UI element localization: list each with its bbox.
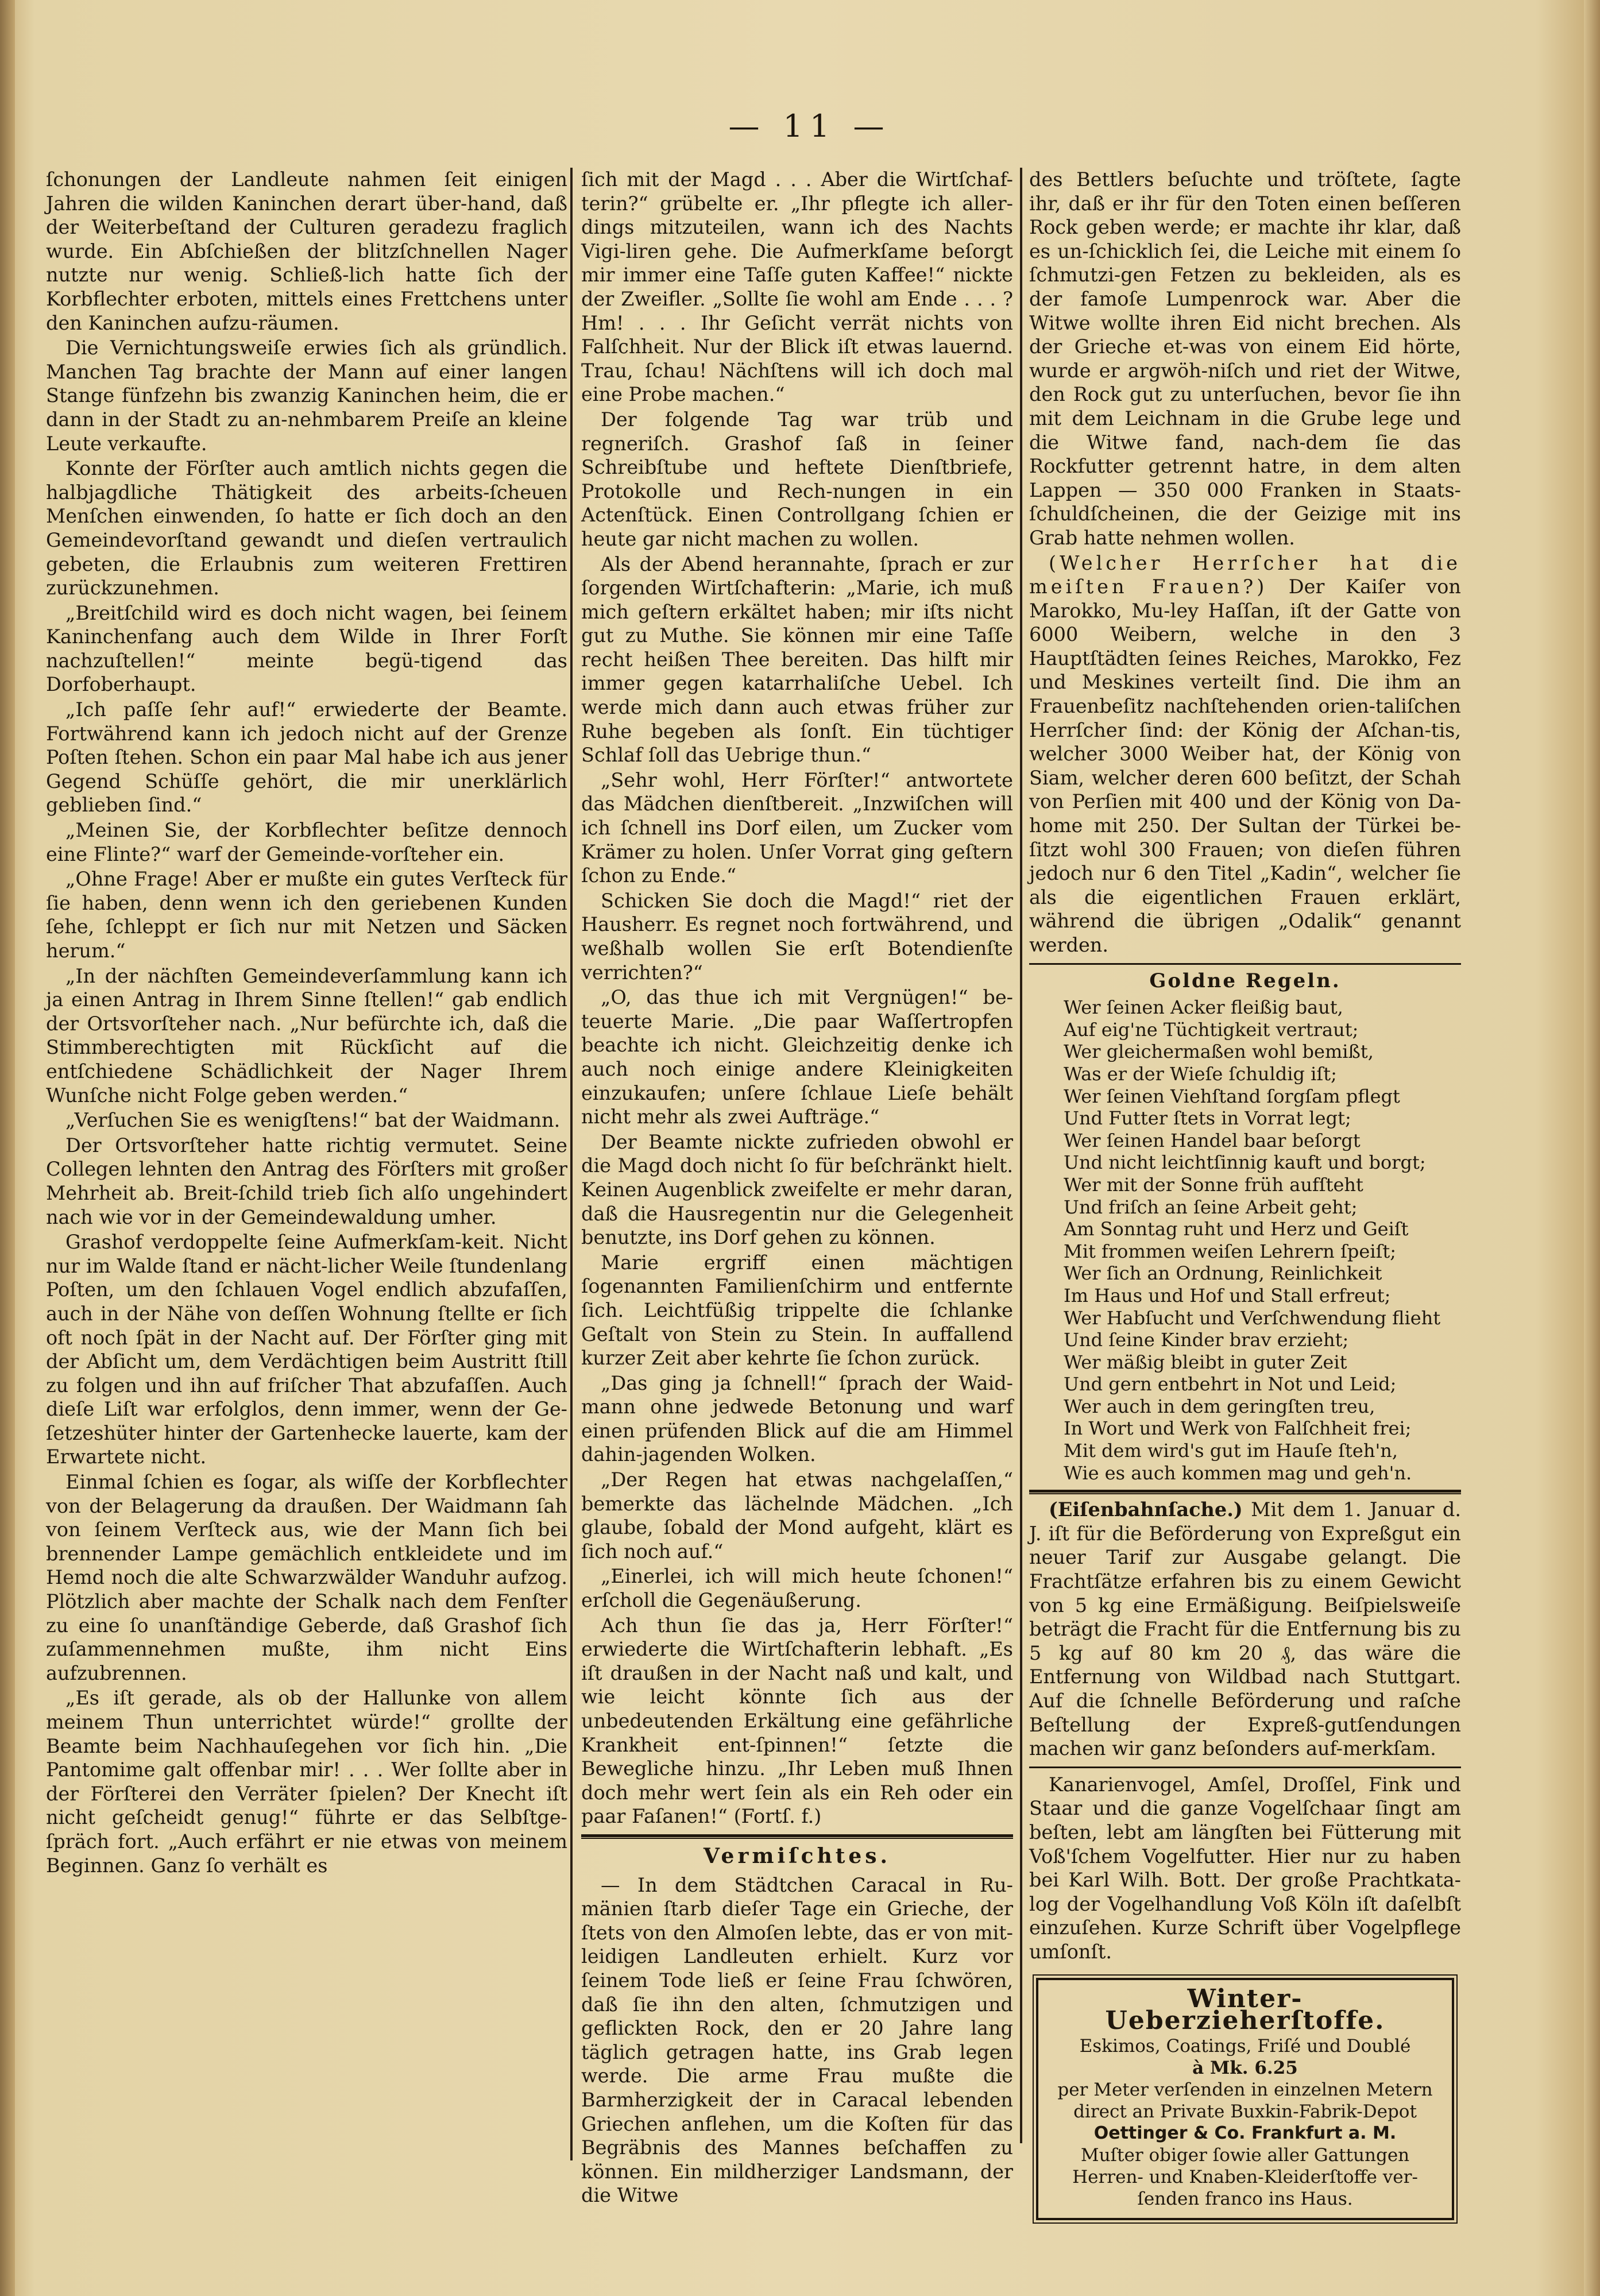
ad-price: à Mk. 6.25: [1192, 2057, 1298, 2078]
paragraph: „Ich paſſe ſehr auf!“ erwiederte der Beamte. Fortwährend kann ich jedoch nicht auf der Grenze Poſten ſtehen. Schon ein paar Mal habe ich aus jener Gegend Schüſſe gehört, die mir unerklärlich geblieben ſind.“: [46, 698, 567, 817]
paragraph: — In dem Städtchen Caracal in Ru-mänien ſtarb dieſer Tage ein Grieche, der ſtets von den Almoſen lebte, das er von mit-leidigen Landleuten erhielt. Kurz vor ſeinem Tode ließ er ſeine Frau ſchwören, daß ſie ihn den alten, ſchmutzigen und geflickten Rock, den er 20 Jahre lang täglich getragen hatte, ins Grab legen werde. Die arme Frau mußte die Barmherzigkeit der in Caracal lebenden Griechen anflehen, um die Koſten für das Begräbnis des Mannes beſchaffen zu können. Ein mildherziger Landsmann, der die Witwe: [581, 1873, 1013, 2207]
item-heading: (Eiſenbahnſache.): [1049, 1498, 1243, 1521]
item-text: Der Kaiſer von Marokko, Mu-ley Haſſan, iſt der Gatte von 6000 Weibern, welche in den 3 Hauptſtädten ſeines Reiches, Marokko, Fez und Meskines verteilt ſind. Die ihm an Frauenbeſitz nachſtehenden orien-taliſchen Herrſcher ſind: der König der Aſchan-tis, welcher 3000 Weiber hat, der König von Siam, welcher deren 600 beſitzt, der Schah von Perſien mit 400 und der König von Da-home mit 250. Der Sultan der Türkei be-ſitzt wohl 300 Frauen; von dieſen führen jedoch nur 6 den Titel „Kadin“, welcher ſie als die eigentlichen Frauen erklärt, während die übrigen „Odalik“ genannt werden.: [1029, 575, 1461, 956]
poem-line: Wer auch in dem geringſten treu,: [1064, 1395, 1375, 1417]
column-rule-2: [1020, 168, 1022, 2143]
poem-title: Goldne Regeln.: [1149, 969, 1341, 992]
paragraph: „O, das thue ich mit Vergnügen!“ be-teuerte Marie. „Die paar Waſſertropfen beachte ich nicht. Gleichzeitig denke ich auch noch einige andere Kleinigkeiten einzukaufen; unſere ſchlaue Lieſe behält nicht mehr als zwei Aufträge.“: [581, 986, 1013, 1128]
poem-line: Auf eig'ne Tüchtigkeit vertraut;: [1064, 1018, 1359, 1041]
section-divider: [581, 1834, 1013, 1839]
poem-line: Wer ſeinen Handel baar beſorgt: [1064, 1129, 1361, 1151]
paragraph: Der Beamte nickte zufrieden obwohl er die Magd doch nicht ſo für beſchränkt hielt. Keinen Augenblick zweifelte er mehr daran, daß die Hausregentin nur die Gelegenheit benutzte, ins Dorf gehen zu können.: [581, 1130, 1013, 1249]
poem-line: Mit dem wird's gut im Hauſe ſteh'n,: [1064, 1440, 1398, 1462]
poem-line: Im Haus und Hof und Stall erfreut;: [1064, 1284, 1391, 1307]
ad-firm: Oettinger & Co. Frankfurt a. M.: [1093, 2123, 1397, 2143]
page-outer-edge: [1584, 0, 1600, 2296]
paragraph: Einmal ſchien es ſogar, als wiſſe der Korbflechter von der Belagerung da draußen. Der Waidmann ſah von ſeinem Verſteck aus, wie der Mann ſich bei brennender Lampe gemächlich entkleidete und im Hemd noch die alte Schwarzwälder Wanduhr aufzog. Plötzlich aber machte der Schalk nach dem Fenſter zu eine ſo unanſtändige Geberde, daß Grashof ſich zuſammennehmen mußte, ihm nicht Eins aufzubrennen.: [46, 1471, 567, 1684]
paragraph: Ach thun ſie das ja, Herr Förſter!“ erwiederte die Wirtſchafterin lebhaft. „Es iſt draußen in der Nacht naß und kalt, und wie leicht könnte ſich aus der unbedeutenden Erkältung eine gefährliche Krankheit ent-ſpinnen!“ ſetzte die Bewegliche hinzu. „Ihr Leben muß Ihnen doch mehr wert ſein als ein Reh oder ein paar Faſanen!“ (Fortſ. f.): [581, 1614, 1013, 1828]
poem-line: Wer Habſucht und Verſchwendung flieht: [1064, 1307, 1441, 1329]
column-rule-1: [570, 168, 573, 2160]
poem-line: Wer mit der Sonne früh aufſteht: [1064, 1173, 1363, 1196]
paragraph: ſchonungen der Landleute nahmen ſeit einigen Jahren die wilden Kaninchen derart über-hand, daß der Weiterbeſtand der Culturen geradezu fraglich wurde. Ein Abſchießen der blitzſchnellen Nager nutzte nur wenig. Schließ-lich hatte ſich der Korbflechter erboten, mittels eines Frettchens unter den Kaninchen aufzu-räumen.: [46, 168, 567, 334]
paragraph: Die Vernichtungsweiſe erwies ſich als gründlich. Manchen Tag brachte der Mann auf einer langen Stange fünfzehn bis zwanzig Kaninchen heim, die er dann in der Stadt zu an-nehmbarem Preiſe an kleine Leute verkaufte.: [46, 337, 567, 455]
paragraph: „Verſuchen Sie es wenigſtens!“ bat der Waidmann.: [65, 1109, 561, 1132]
section-heading-vermischtes: Vermiſchtes.: [703, 1843, 891, 1868]
paragraph: „Der Regen hat etwas nachgelaſſen,“ bemerkte das lächelnde Mädchen. „Ich glaube, ſobald der Mond aufgeht, klärt es ſich noch auf.“: [581, 1468, 1013, 1563]
ad-line: Herren- und Knaben-Kleiderſtoffe ver-: [1072, 2166, 1418, 2187]
ad-line: per Meter verſenden in einzelnen Metern: [1057, 2079, 1433, 2100]
ad-title: Winter-Ueberzieherſtoffe.: [1105, 1984, 1385, 2035]
ad-line: direct an Private Buxkin-Fabrik-Depot: [1073, 2101, 1417, 2122]
poem-line: In Wort und Werk von Falſchheit frei;: [1064, 1417, 1412, 1440]
section-divider: [1029, 1490, 1461, 1494]
ad-line: Muſter obiger ſowie aller Gattungen: [1080, 2144, 1410, 2166]
item-heading: (Welcher Herrſcher hat die meiſten Frauen?): [1029, 551, 1461, 598]
item-text: Mit dem 1. Januar d. J. iſt für die Beförderung von Expreßgut ein neuer Tarif zur Ausgabe gelangt. Die Frachtſätze erfahren bis zu einem Gewicht von 5 kg eine Ermäßigung. Beiſpielsweiſe beträgt die Fracht für die Entfernung bis zu 5 kg auf 80 km 20 ₰, das wäre die Entfernung von Wildbad nach Stuttgart. Auf die ſchnelle Beförderung und raſche Beſtellung der Expreß-gutſendungen machen wir ganz beſonders auf-merkſam.: [1029, 1498, 1461, 1760]
page-binding-edge: [0, 0, 15, 2296]
poem: [1064, 996, 1461, 1484]
paragraph: „Es iſt gerade, als ob der Hallunke von allem meinem Thun unterrichtet würde!“ grollte der Beamte beim Nachhauſegehen vor ſich hin. „Die Pantomime galt offenbar mir! . . . Wer ſollte aber in der Förſterei den Verräter ſpielen? Der Knecht iſt nicht geſcheidt genug!“ führte er das Selbſtge-ſpräch fort. „Auch erfährt er nie etwas von meinem Beginnen. Ganz ſo verhält es: [46, 1687, 567, 1877]
paragraph: „Sehr wohl, Herr Förſter!“ antwortete das Mädchen dienſtbereit. „Inzwiſchen will ich ſchnell ins Dorf eilen, um Zucker vom Krämer zu holen. Unſer Vorrat ging geſtern ſchon zu Ende.“: [581, 768, 1013, 887]
poem-line: Wer ſeinen Viehſtand ſorgſam pflegt: [1064, 1085, 1400, 1107]
advertisement-bird-food: Kanarienvogel, Amſel, Droſſel, Fink und Staar und die ganze Vogelſchaar ſingt am beſten, lebt am längſten bei Fütterung mit Voß'ſchem Vogelfutter. Hier nur zu haben bei Karl Wilh. Bott. Der große Prachtkata-log der Vogelhandlung Voß Köln iſt daſelbſt einzuſehen. Kurze Schrift über Vogelpflege umſonſt.: [1029, 1773, 1461, 1963]
poem-line: Und friſch an ſeine Arbeit geht;: [1064, 1196, 1358, 1218]
paragraph: [1029, 551, 1461, 957]
poem-line: Wer ſich an Ordnung, Reinlichkeit: [1064, 1262, 1382, 1285]
paragraph: [1029, 1498, 1461, 1761]
paragraph: „Das ging ja ſchnell!“ ſprach der Waid-mann ohne jedwede Betonung und warf einen prüfenden Blick auf die am Himmel dahin-jagenden Wolken.: [581, 1371, 1013, 1466]
poem-line: Was er der Wieſe ſchuldig iſt;: [1064, 1062, 1337, 1085]
paragraph: Marie ergriff einen mächtigen ſogenannten Familienſchirm und entfernte ſich. Leichtfüßig trippelte die ſchlanke Geſtalt von Stein zu Stein. In auffallend kurzer Zeit aber kehrte ſie ſchon zurück.: [581, 1251, 1013, 1370]
poem-line: Wie es auch kommen mag und geh'n.: [1064, 1462, 1412, 1484]
paragraph: Schicken Sie doch die Magd!“ riet der Hausherr. Es regnet noch fortwährend, und weßhalb wollen Sie erſt Botendienſte verrichten?“: [581, 889, 1013, 984]
poem-line: Und gern entbehrt in Not und Leid;: [1064, 1373, 1397, 1396]
paragraph: ſich mit der Magd . . . Aber die Wirtſchaf-terin?“ grübelte er. „Ihr pflegte ich aller-dings mitzuteilen, wann ich des Nachts Vigi-liren gehe. Die Aufmerkſame beſorgt mir immer eine Taſſe guten Kaffee!“ nickte der Zweifler. „Sollte ſie wohl am Ende . . . ? Hm! . . . Ihr Geſicht verrät nichts von Falſchheit. Nur der Blick iſt etwas lauernd. Trau, ſchau! Nächſtens will ich doch mal eine Probe machen.“: [581, 168, 1013, 406]
poem-line: Und Futter ſtets in Vorrat legt;: [1064, 1107, 1351, 1130]
divider: [1029, 963, 1461, 965]
poem-line: Und nicht leichtſinnig kauft und borgt;: [1064, 1151, 1426, 1174]
paragraph: Grashof verdoppelte ſeine Aufmerkſam-keit. Nicht nur im Walde ſtand er nächt-licher Weile ſtundenlang Poſten, um den ſchlauen Vogel endlich abzufaſſen, auch in der Nähe von deſſen Wohnung ſtellte er ſich oft noch ſpät in der Nacht auf. Der Förſter ging mit der Abſicht um, dem Verdächtigen beim Austritt ſtill zu folgen und ihn auf friſcher That abzufaſſen. Auch dieſe Liſt war erfolglos, denn immer, wenn der Ge-ſetzeshüter hinter der Gartenhecke lauerte, kam der Erwartete nicht.: [46, 1231, 567, 1468]
paragraph: „Einerlei, ich will mich heute ſchonen!“ erſcholl die Gegenäußerung.: [581, 1565, 1013, 1612]
paragraph: „Meinen Sie, der Korbflechter beſitze dennoch eine Flinte?“ warf der Gemeinde-vorſteher ein.: [46, 819, 567, 865]
poem-line: Am Sonntag ruht und Herz und Geiſt: [1064, 1218, 1409, 1240]
column-1: [46, 168, 567, 1878]
paragraph: Konnte der Förſter auch amtlich nichts gegen die halbjagdliche Thätigkeit des arbeits-ſcheuen Menſchen einwenden, ſo hatte er ſich doch an den Gemeindevorſtand gewandt und dieſen vertraulich gebeten, die Erlaubnis zum weiteren Frettiren zurückzunehmen.: [46, 457, 567, 600]
page-number: — 11 —: [728, 108, 891, 144]
ad-line: ſenden franco ins Haus.: [1137, 2188, 1353, 2209]
paragraph: Der folgende Tag war trüb und regneriſch. Grashof ſaß in ſeiner Schreibſtube und heftete Dienſtbriefe, Protokolle und Rech-nungen in ein Actenſtück. Einen Controllgang ſchien er heute gar nicht machen zu wollen.: [581, 408, 1013, 550]
divider: [1029, 1767, 1461, 1768]
column-2: [581, 168, 1013, 2209]
poem-line: Wer ſeinen Acker fleißig baut,: [1064, 996, 1343, 1019]
advertisement-winter-fabrics: [1036, 1978, 1454, 2220]
column-3: [1029, 168, 1461, 2220]
poem-line: Mit frommen weiſen Lehrern ſpeiſt;: [1064, 1240, 1397, 1262]
paragraph: des Bettlers beſuchte und tröſtete, ſagte ihr, daß er ihr für den Toten einen beſſeren Rock geben werde; er machte ihr klar, daß es un-ſchicklich ſei, die Leiche mit einem ſo ſchmutzi-gen Fetzen zu bekleiden, als es der famoſe Lumpenrock war. Aber die Witwe wollte ihren Eid nicht brechen. Als der Grieche et-was von einem Eid hörte, wurde er argwöh-niſch und riet der Witwe, den Rock gut zu unterſuchen, bevor ſie ihn mit dem Leichnam in die Grube lege und die Witwe fand, nach-dem ſie das Rockfutter getrennt hatre, in dem alten Lappen — 350 000 Franken in Staats-ſchuldſcheinen, die der Geizige mit ins Grab hatte nehmen wollen.: [1029, 168, 1461, 549]
poem-line: Wer mäßig bleibt in guter Zeit: [1064, 1351, 1347, 1373]
paragraph: Der Ortsvorſteher hatte richtig vermutet. Seine Collegen lehnten den Antrag des Förſters mit großer Mehrheit ab. Breit-ſchild trieb ſich alſo ungehindert nach wie vor in der Gemeindewaldung umher.: [46, 1134, 567, 1228]
ad-line: Eskimos, Coatings, Friſé und Doublé: [1079, 2035, 1411, 2057]
paragraph: „Ohne Frage! Aber er mußte ein gutes Verſteck für ſie haben, denn wenn ich den geriebenen Kunden ſehe, ſchleppt er ſich nur mit Netzen und Säcken herum.“: [46, 868, 567, 962]
paragraph: Als der Abend herannahte, ſprach er zur ſorgenden Wirtſchafterin: „Marie, ich muß mich geſtern erkältet haben; mir iſts nicht gut zu Muthe. Sie können mir eine Taſſe recht heißen Thee bereiten. Das hilft mir immer gegen katarrhaliſche Uebel. Ich werde mich dann auch etwas früher zur Ruhe begeben als ſonſt. Ein tüchtiger Schlaf ſoll das Uebrige thun.“: [581, 552, 1013, 767]
paragraph: „Breitſchild wird es doch nicht wagen, bei ſeinem Kaninchenfang auch dem Wilde in Ihrer Forſt nachzuſtellen!“ meinte begü-tigend das Dorfoberhaupt.: [46, 601, 567, 696]
poem-line: Und ſeine Kinder brav erzieht;: [1064, 1329, 1349, 1351]
poem-line: Wer gleichermaßen wohl bemißt,: [1064, 1041, 1374, 1063]
paragraph: „In der nächſten Gemeindeverſammlung kann ich ja einen Antrag in Ihrem Sinne ſtellen!“ gab endlich der Ortsvorſteher nach. „Nur befürchte ich, daß die Stimmberechtigten mit Rückſicht auf die entſchiedene Schädlichkeit der Nager Ihrem Wunſche nicht Folge geben werden.“: [46, 964, 567, 1107]
